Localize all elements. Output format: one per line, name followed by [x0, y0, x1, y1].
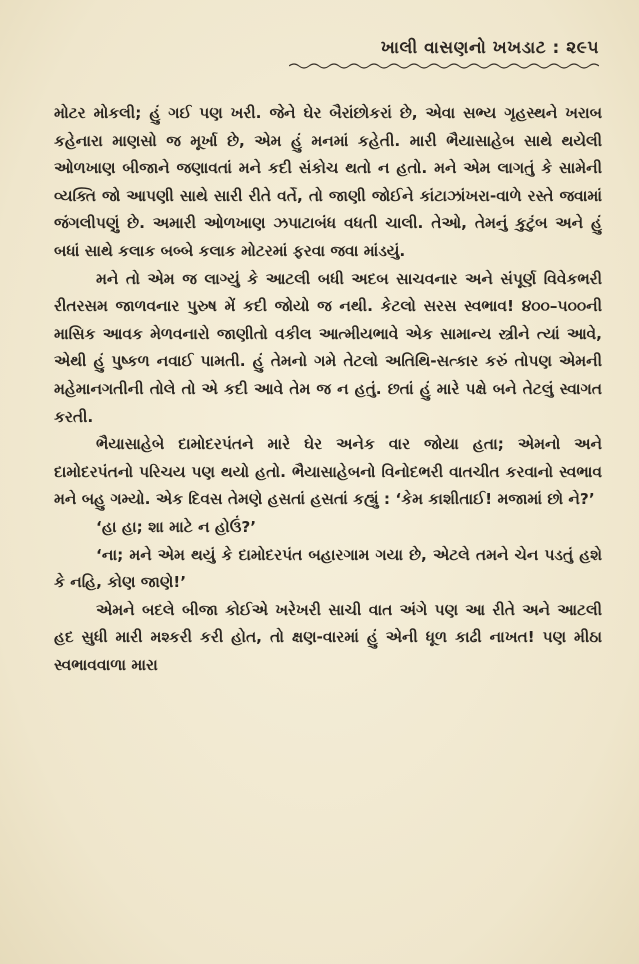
wavy-rule	[289, 62, 599, 70]
paragraph: મને તો એમ જ લાગ્યું કે આટલી બધી અદબ સાચવનાર અને સંપૂર્ણ વિવેકભરી રીતરસમ જાળવનાર પુરુષ મેં કદી જોયો જ નથી. કેટલો સરસ સ્વભાવ! ૪૦૦–૫૦૦ની માસિક આવક મેળવનારો જાણીતો વકીલ આત્મીયભાવે એક સામાન્ય સ્ત્રીને ત્યાં આવે, એથી હું પુષ્કળ નવાઈ પામતી. હું તેમનો ગમે તેટલો અતિથિ-સત્કાર કરું તોપણ એમની મહેમાનગતીની તોલે તો એ કદી આવે તેમ જ ન હતું. છતાં હું મારે પક્ષે બને તેટલું સ્વાગત કરતી.	[54, 269, 602, 426]
paragraph: ભૈયાસાહેબે દામોદરપંતને મારે ઘેર અનેક વાર જોયા હતા; એમનો અને દામોદરપંતનો પરિચય પણ થયો હતો. ભૈયાસાહેબનો વિનોદભરી વાતચીત કરવાનો સ્વભાવ મને બહુ ગમ્યો. એક દિવસ તેમણે હસતાં હસતાં કહ્યું : ‘કેમ કાશીતાઈ! મજામાં છો ને?’	[54, 435, 602, 509]
running-head: ખાલી વાસણનો ખખડાટ : ૨૯૫	[380, 38, 599, 58]
page-header	[269, 38, 599, 70]
paragraph: એમને બદલે બીજા કોઈએ ખરેખરી સાચી વાત અંગે પણ આ રીતે અને આટલી હદ સુધી મારી મશ્કરી કરી હોત, તો ક્ષણ-વારમાં હું એની ધૂળ કાઢી નાખત! પણ મીઠા સ્વભાવવાળા મારા	[54, 600, 602, 674]
dialogue-line: ‘ના; મને એમ થયું કે દામોદરપંત બહારગામ ગયા છે, એટલે તમને ચેન પડતું હશે કે નહિ, કોણ જાણે!’	[54, 545, 602, 592]
paragraph: મોટર મોકલી; હું ગઈ પણ ખરી. જેને ઘેર બૈરાંછોકરાં છે, એવા સભ્ય ગૃહસ્થને ખરાબ કહેનારા માણસો જ મૂર્ખા છે, એમ હું મનમાં કહેતી. મારી ભૈયાસાહેબ સાથે થયેલી ઓળખાણ બીજાને જણાવતાં મને કદી સંકોચ થતો ન હતો. મને એમ લાગતું કે સામેની વ્યક્તિ જો આપણી સાથે સારી રીતે વર્તે, તો જાણી જોઈને કાંટાઝાંખરા-વાળે રસ્તે જવામાં જંગલીપણું છે. અમારી ઓળખાણ ઝપાટાબંધ વધતી ચાલી. તેઓ, તેમનું કુટુંબ અને હું બધાં સાથે કલાક બબ્બે કલાક મોટરમાં ફરવા જવા માંડયું.	[54, 104, 602, 260]
dialogue-line: ‘હા હા; શા માટે ન હોઉં?’	[96, 517, 257, 536]
body-text	[54, 100, 602, 679]
